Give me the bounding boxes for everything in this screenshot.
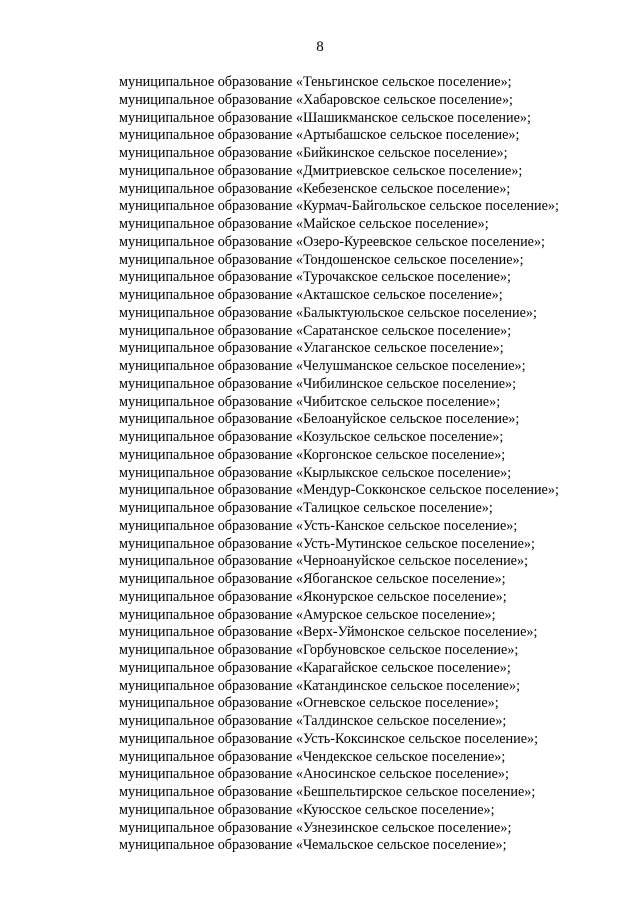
list-item: муниципальное образование «Артыбашское сельское поселение»; bbox=[119, 127, 520, 144]
list-item: муниципальное образование «Куюсское сельское поселение»; bbox=[119, 801, 495, 818]
list-item: муниципальное образование «Усть-Мутинское сельское поселение»; bbox=[119, 535, 535, 552]
list-item: муниципальное образование «Тондошенское сельское поселение»; bbox=[119, 251, 524, 268]
list-item: муниципальное образование «Майское сельское поселение»; bbox=[119, 216, 489, 232]
list-item: муниципальное образование «Амурское сельское поселение»; bbox=[119, 606, 496, 623]
list-item: муниципальное образование «Аносинское сельское поселение»; bbox=[119, 766, 509, 783]
list-item: муниципальное образование «Кырлыкское сельское поселение»; bbox=[119, 464, 512, 481]
list-item: муниципальное образование «Талдинское сельское поселение»; bbox=[119, 713, 507, 729]
list-item: муниципальное образование «Бийкинское сельское поселение»; bbox=[119, 145, 508, 161]
list-item: муниципальное образование «Озеро-Куреевское сельское поселение»; bbox=[119, 233, 545, 250]
list-item: муниципальное образование «Акташское сельское поселение»; bbox=[119, 287, 503, 303]
list-item: муниципальное образование «Ябоганское сельское поселение»; bbox=[119, 571, 506, 587]
list-item: муниципальное образование «Катандинское сельское поселение»; bbox=[119, 677, 521, 694]
list-item: муниципальное образование «Бешпельтирское сельское поселение»; bbox=[119, 784, 536, 800]
municipality-list bbox=[119, 74, 559, 855]
list-item: муниципальное образование «Дмитриевское сельское поселение»; bbox=[119, 162, 523, 179]
list-item: муниципальное образование «Теньгинское сельское поселение»; bbox=[119, 74, 512, 90]
list-item: муниципальное образование «Усть-Канское сельское поселение»; bbox=[119, 517, 518, 534]
list-item: муниципальное образование «Талицкое сельское поселение»; bbox=[119, 500, 493, 516]
list-item: муниципальное образование «Усть-Коксинское сельское поселение»; bbox=[119, 730, 539, 747]
list-item: муниципальное образование «Кебезенское сельское поселение»; bbox=[119, 180, 511, 197]
list-item: муниципальное образование «Балыктуюльское сельское поселение»; bbox=[119, 304, 537, 321]
list-item: муниципальное образование «Чибилинское сельское поселение»; bbox=[119, 375, 517, 392]
list-item: муниципальное образование «Чендекское сельское поселение»; bbox=[119, 748, 506, 765]
list-item: муниципальное образование «Шашикманское сельское поселение»; bbox=[119, 109, 531, 126]
list-item: муниципальное образование «Козульское сельское поселение»; bbox=[119, 429, 504, 445]
list-item: муниципальное образование «Карагайское сельское поселение»; bbox=[119, 659, 511, 676]
list-item: муниципальное образование «Коргонское сельское поселение»; bbox=[119, 446, 506, 463]
list-item: муниципальное образование «Чибитское сельское поселение»; bbox=[119, 393, 501, 410]
list-item: муниципальное образование «Мендур-Сокконское сельское поселение»; bbox=[119, 482, 559, 499]
list-item: муниципальное образование «Узнезинское сельское поселение»; bbox=[119, 819, 512, 836]
list-item: муниципальное образование «Яконурское сельское поселение»; bbox=[119, 588, 507, 605]
list-item: муниципальное образование «Улаганское сельское поселение»; bbox=[119, 340, 504, 357]
list-item: муниципальное образование «Хабаровское сельское поселение»; bbox=[119, 91, 514, 108]
page-number: 8 bbox=[316, 39, 324, 55]
list-item: муниципальное образование «Саратанское сельское поселение»; bbox=[119, 322, 512, 339]
list-item: муниципальное образование «Курмач-Байгольское сельское поселение»; bbox=[119, 198, 559, 215]
list-item: муниципальное образование «Черноануйское сельское поселение»; bbox=[119, 553, 529, 570]
list-item: муниципальное образование «Верх-Уймонское сельское поселение»; bbox=[119, 624, 538, 641]
list-item: муниципальное образование «Горбуновское сельское поселение»; bbox=[119, 642, 519, 658]
list-item: муниципальное образование «Турочакское сельское поселение»; bbox=[119, 269, 511, 286]
list-item: муниципальное образование «Белоануйское сельское поселение»; bbox=[119, 411, 520, 428]
list-item: муниципальное образование «Чемальское сельское поселение»; bbox=[119, 837, 507, 854]
list-item: муниципальное образование «Огневское сельское поселение»; bbox=[119, 695, 499, 712]
list-item: муниципальное образование «Челушманское сельское поселение»; bbox=[119, 358, 526, 374]
